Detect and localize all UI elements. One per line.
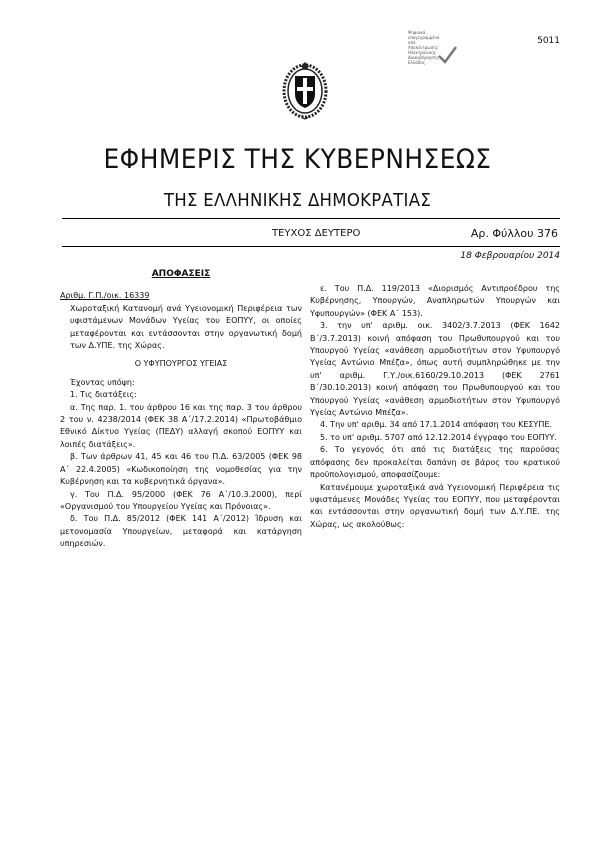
- section-heading: ΑΠΟΦΑΣΕΙΣ: [151, 269, 211, 279]
- issuing-authority: Ο ΥΦΥΠΟΥΡΓΟΣ ΥΓΕΙΑΣ: [134, 359, 228, 369]
- stamp-line: υπογεγραμμένο: [408, 35, 440, 40]
- issue-date: 18 Φεβρουαρίου 2014: [460, 251, 560, 261]
- sheet-number-label: [471, 227, 558, 240]
- page-number: 5011: [537, 36, 560, 46]
- sheet-label: Αρ. Φύλλου: [470, 227, 534, 240]
- issue-label: ΤΕΥΧΟΣ ΔΕΥΤΕΡΟ: [272, 228, 361, 239]
- paragraph: 4. Την υπ' αριθμ. 34 από 17.1.2014 απόφαση του ΚΕΣΥΠΕ.: [320, 420, 552, 430]
- greek-coat-of-arms-icon: [282, 62, 328, 124]
- decision-reference: Αριθμ. Γ.Π./οικ. 16339: [60, 291, 150, 301]
- decision-subject: Χωροταξική Κατανομή ανά Υγειονομική Περιφέρεια των υφιστάμενων Μονάδων Υγείας του ΕΟΠΥΥ, οι οποίες μεταφέρονται και εντάσσονται στην οργανωτική δομή των Δ.ΥΠΕ. της Χώρας.: [70, 303, 302, 351]
- stamp-line: από: [408, 40, 416, 45]
- paragraph: ε. Του Π.Δ. 119/2013 «Διορισμός Αντιπροέδρου της Κυβέρνησης, Υπουργών, Αναπληρωτών Υπουργών και Υφυπουργών» (ΦΕΚ Α΄ 153).: [310, 284, 560, 318]
- divider: [62, 246, 560, 247]
- paragraph: 3. την υπ' αριθμ. οικ. 3402/3.7.2013 (ΦΕΚ 1642 Β΄/3.7.2013) κοινή απόφαση του Πρωθυπουργού και του Υπουργού Υγείας «ανάθεση αρμοδιοτήτων στον Υφυπουργό Υγείας Αντώνιο Μπέζα», όπως αυτή συμπληρώθηκε με την υπ' αριθμ. Γ.Υ./οικ.6160/29.10.2013 (ΦΕΚ 2761 Β΄/30.10.2013) κοινή απόφαση του Πρωθυπουργού και του Υπουργού Υγείας «ανάθεση αρμοδιοτήτων στον Υφυπουργό Υγείας Αντώνιο Μπέζα».: [310, 321, 560, 418]
- issue-line: [62, 227, 560, 243]
- stamp-line: Ψηφιακά: [408, 30, 426, 35]
- signature-check-icon: [436, 44, 458, 66]
- paragraph: 6. Το γεγονός ότι από τις διατάξεις της παρούσας απόφασης δεν προκαλείται δαπάνη σε βάρος του κρατικού προϋπολογισμού, αποφασίζουμε:: [310, 445, 560, 480]
- gazette-title: ΕΦΗΜΕΡΙΣ ΤΗΣ ΚΥΒΕΡΝΗΣΕΩΣ: [103, 144, 492, 175]
- stamp-line: Διακυβέρνησης: [408, 55, 439, 60]
- paragraph: Κατανέμουμε χωροταξικά ανά Υγειονομική Περιφέρεια τις υφιστάμενες Μονάδες Υγείας του ΕΟΠΥΥ, που μεταφέρονται και εντάσσονται στην οργανωτική δομή των Δ.Υ.ΠΕ. της Χώρας, ως ακολούθως:: [310, 482, 560, 529]
- stamp-line: Ηλεκτρονικής: [408, 50, 437, 55]
- paragraph: 1. Τις διατάξεις:: [70, 390, 137, 400]
- left-column: [60, 268, 302, 551]
- paragraph: δ. Του Π.Δ. 85/2012 (ΦΕΚ 141 Α΄/2012) Ίδρυση και μετονομασία Υπουργείων, μεταφορά και κατάργηση υπηρεσιών.: [60, 514, 302, 549]
- stamp-line: Αποκέντρωσης: [408, 45, 439, 50]
- divider: [62, 218, 560, 219]
- paragraph: β. Των άρθρων 41, 45 και 46 του Π.Δ. 63/2005 (ΦΕΚ 98 Α΄ 22.4.2005) «Κωδικοποίηση της νομοθεσίας για την Κυβέρνηση και τα κυβερνητικά όργανα».: [60, 452, 302, 487]
- gazette-subtitle: ΤΗΣ ΕΛΛΗΝΙΚΗΣ ΔΗΜΟΚΡΑΤΙΑΣ: [163, 190, 432, 211]
- paragraph: 5. το υπ' αριθμ. 5707 από 12.12.2014 έγγραφο του ΕΟΠΥΥ.: [320, 432, 557, 442]
- paragraph: Έχοντας υπόψη:: [70, 377, 135, 387]
- right-column: [310, 283, 560, 531]
- paragraph: α. Της παρ. 1. του άρθρου 16 και της παρ. 3 του άρθρου 2 του ν. 4238/2014 (ΦΕΚ 38 Α΄/17.2.2014) «Πρωτοβάθμιο Εθνικό Δίκτυο Υγείας (ΠΕΔΥ) αλλαγή σκοπού ΕΟΠΥΥ και λοιπές διατάξεις».: [60, 402, 302, 449]
- digital-signature-stamp: [408, 30, 468, 86]
- paragraph: γ. Του Π.Δ. 95/2000 (ΦΕΚ 76 Α΄/10.3.2000), περί «Οργανισμού του Υπουργείου Υγείας και Πρόνοιας».: [60, 489, 302, 511]
- sheet-number: 376: [537, 227, 558, 240]
- stamp-line: Ελλάδος: [408, 60, 426, 65]
